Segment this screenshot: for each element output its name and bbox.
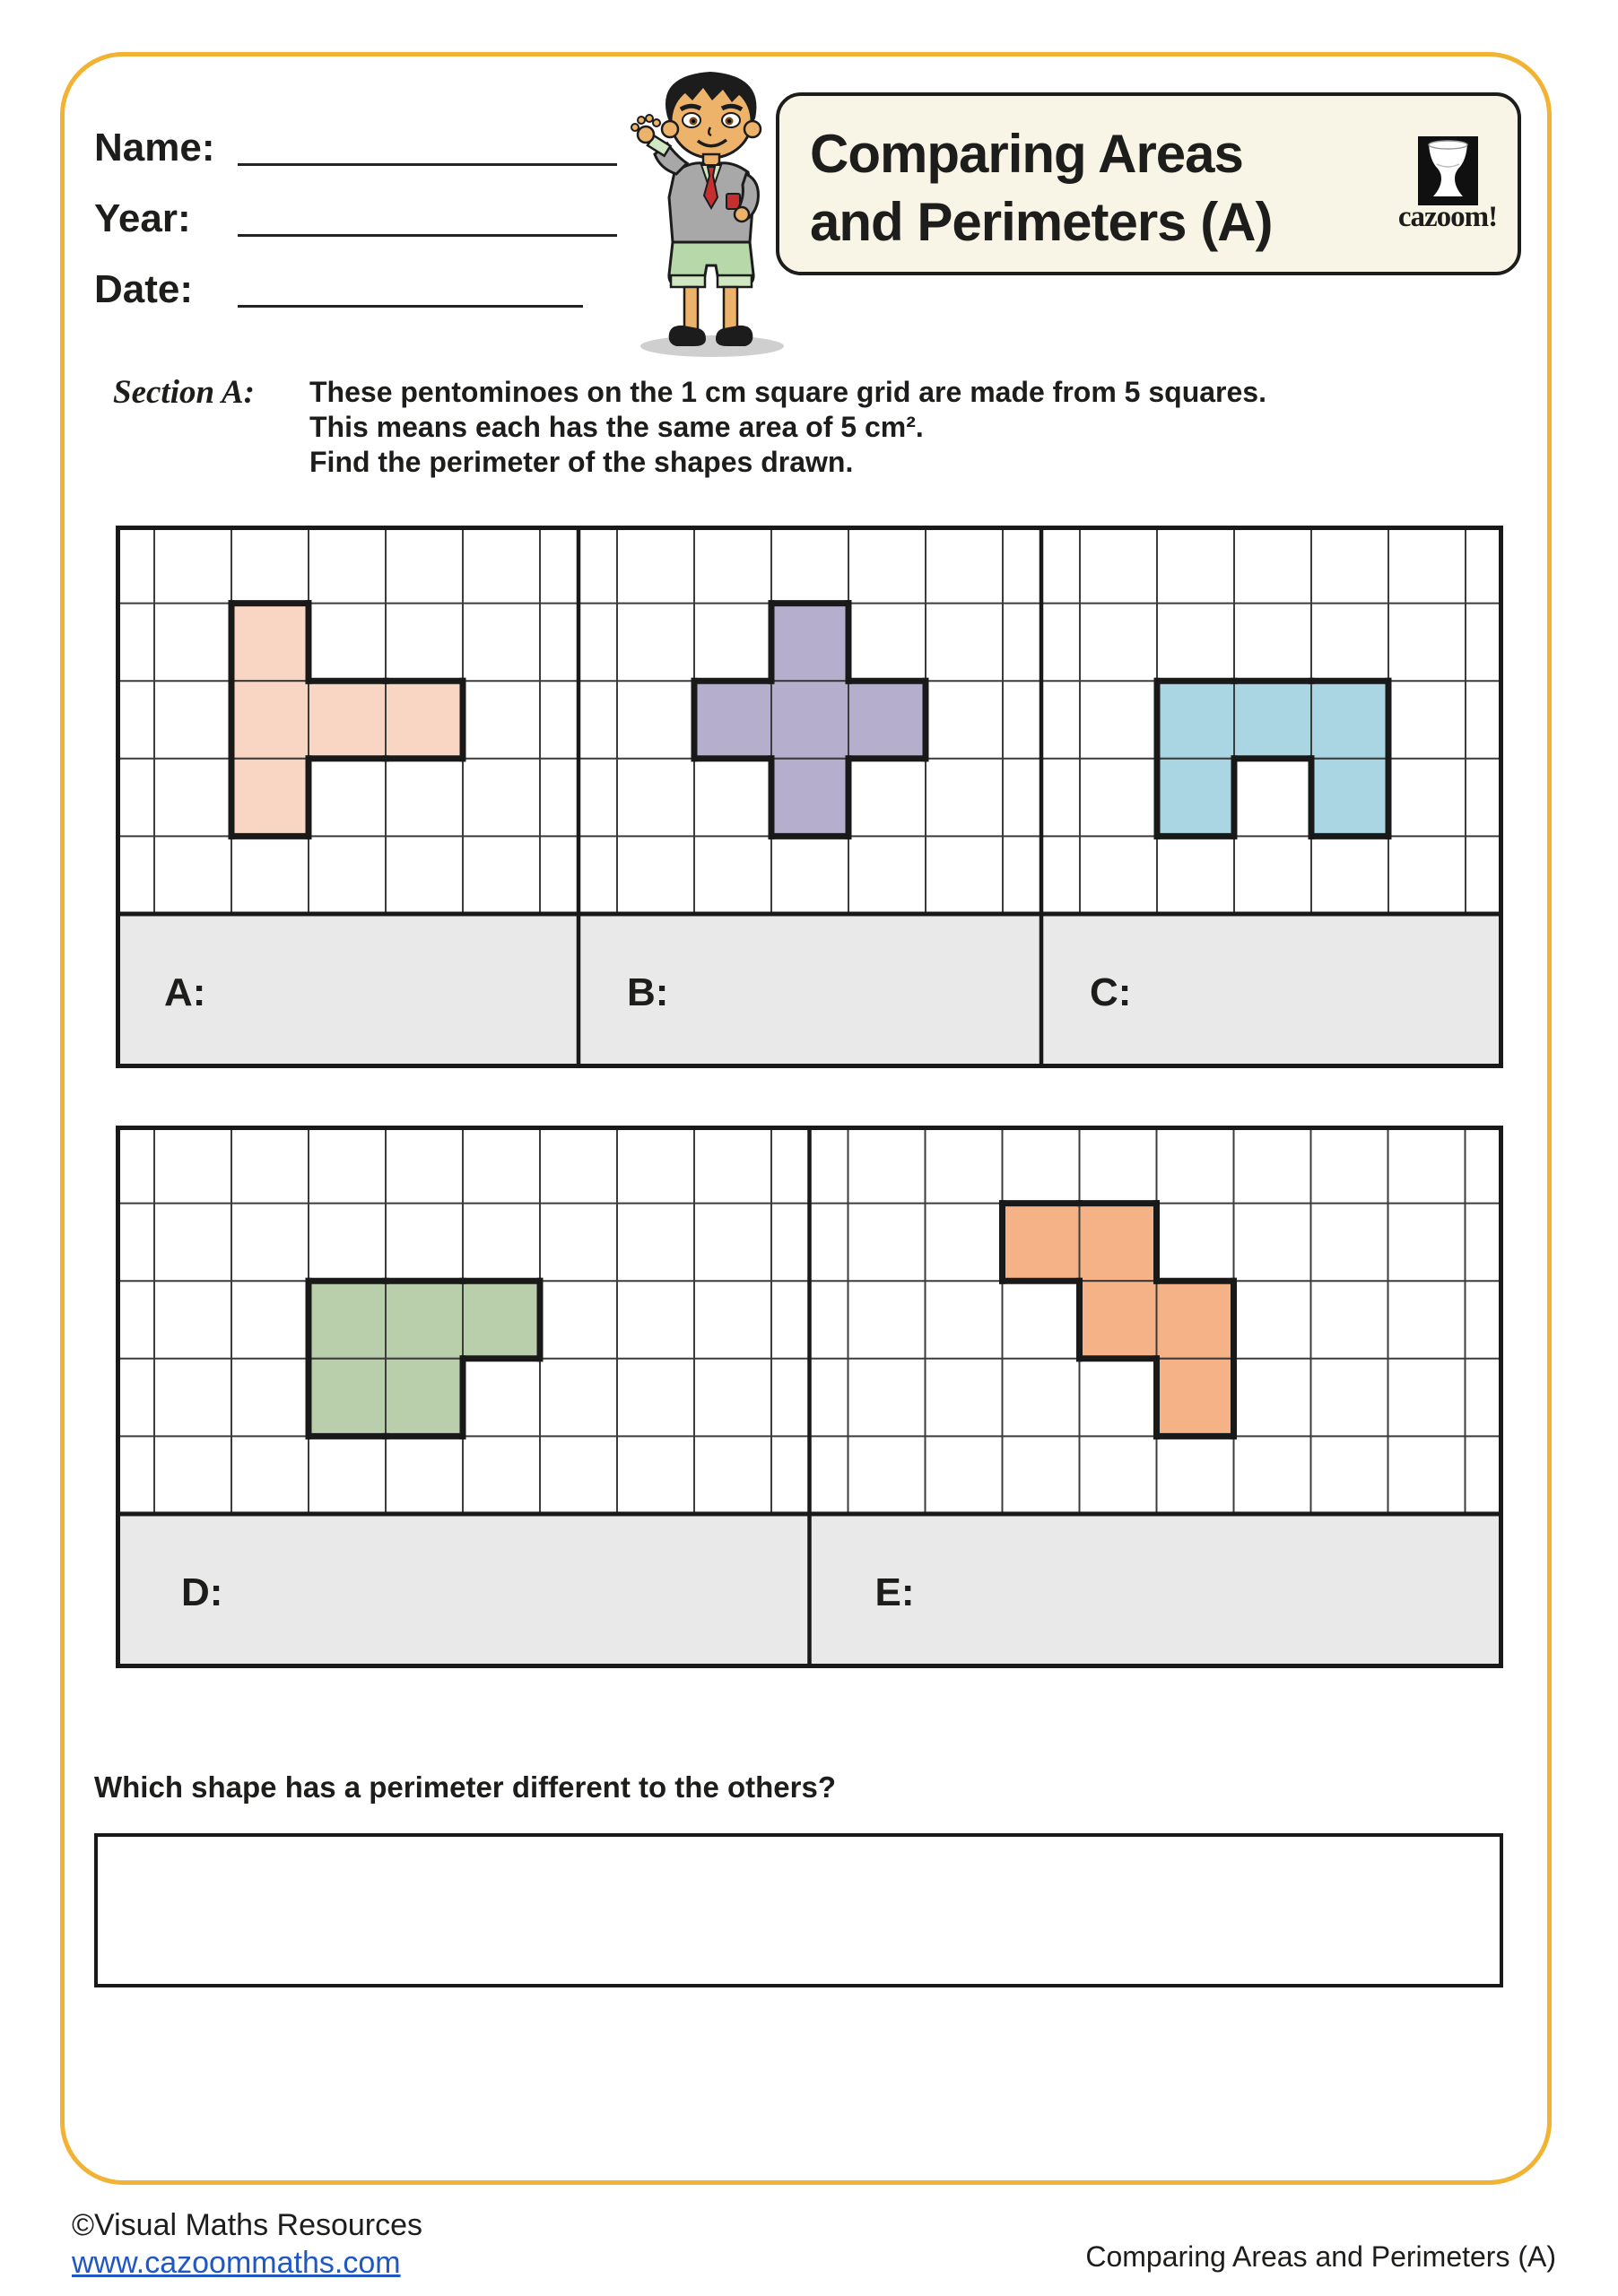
cazoom-logo-text: cazoom! [1397,201,1498,233]
name-line[interactable] [238,163,617,166]
title-line-1: Comparing Areas [810,124,1243,184]
panel-label: C: [1090,970,1132,1014]
worksheet-title [810,120,1402,257]
date-line[interactable] [238,305,583,308]
question-text: Which shape has a perimeter different to the others? [94,1770,836,1804]
panel-label: E: [874,1570,915,1614]
year-line[interactable] [238,234,617,237]
date-label: Date: [94,267,194,311]
instruction-line-3: Find the perimeter of the shapes drawn. [309,446,854,478]
name-label: Name: [94,126,215,170]
pentomino-grid-de [116,1126,1503,1668]
goblet-icon [1418,136,1478,205]
footer-website-link[interactable]: www.cazoommaths.com [72,2246,401,2280]
section-a-label: Section A: [113,374,255,411]
section-a-instructions [309,375,1431,480]
footer-copyright: ©Visual Maths Resources [72,2208,423,2242]
title-line-2: and Perimeters (A) [810,192,1273,252]
year-label: Year: [94,196,191,240]
cazoom-logo [1418,136,1478,205]
instruction-line-2: This means each has the same area of 5 cm². [309,411,924,443]
panel-label: D: [181,1570,223,1614]
pentomino-grid-abc [116,526,1503,1068]
instruction-line-1: These pentominoes on the 1 cm square grid are made from 5 squares. [309,376,1266,408]
panel-label: B: [627,970,669,1014]
footer-worksheet-name: Comparing Areas and Perimeters (A) [1085,2240,1556,2273]
panel-label: A: [164,970,206,1014]
answer-box[interactable] [94,1833,1503,1987]
